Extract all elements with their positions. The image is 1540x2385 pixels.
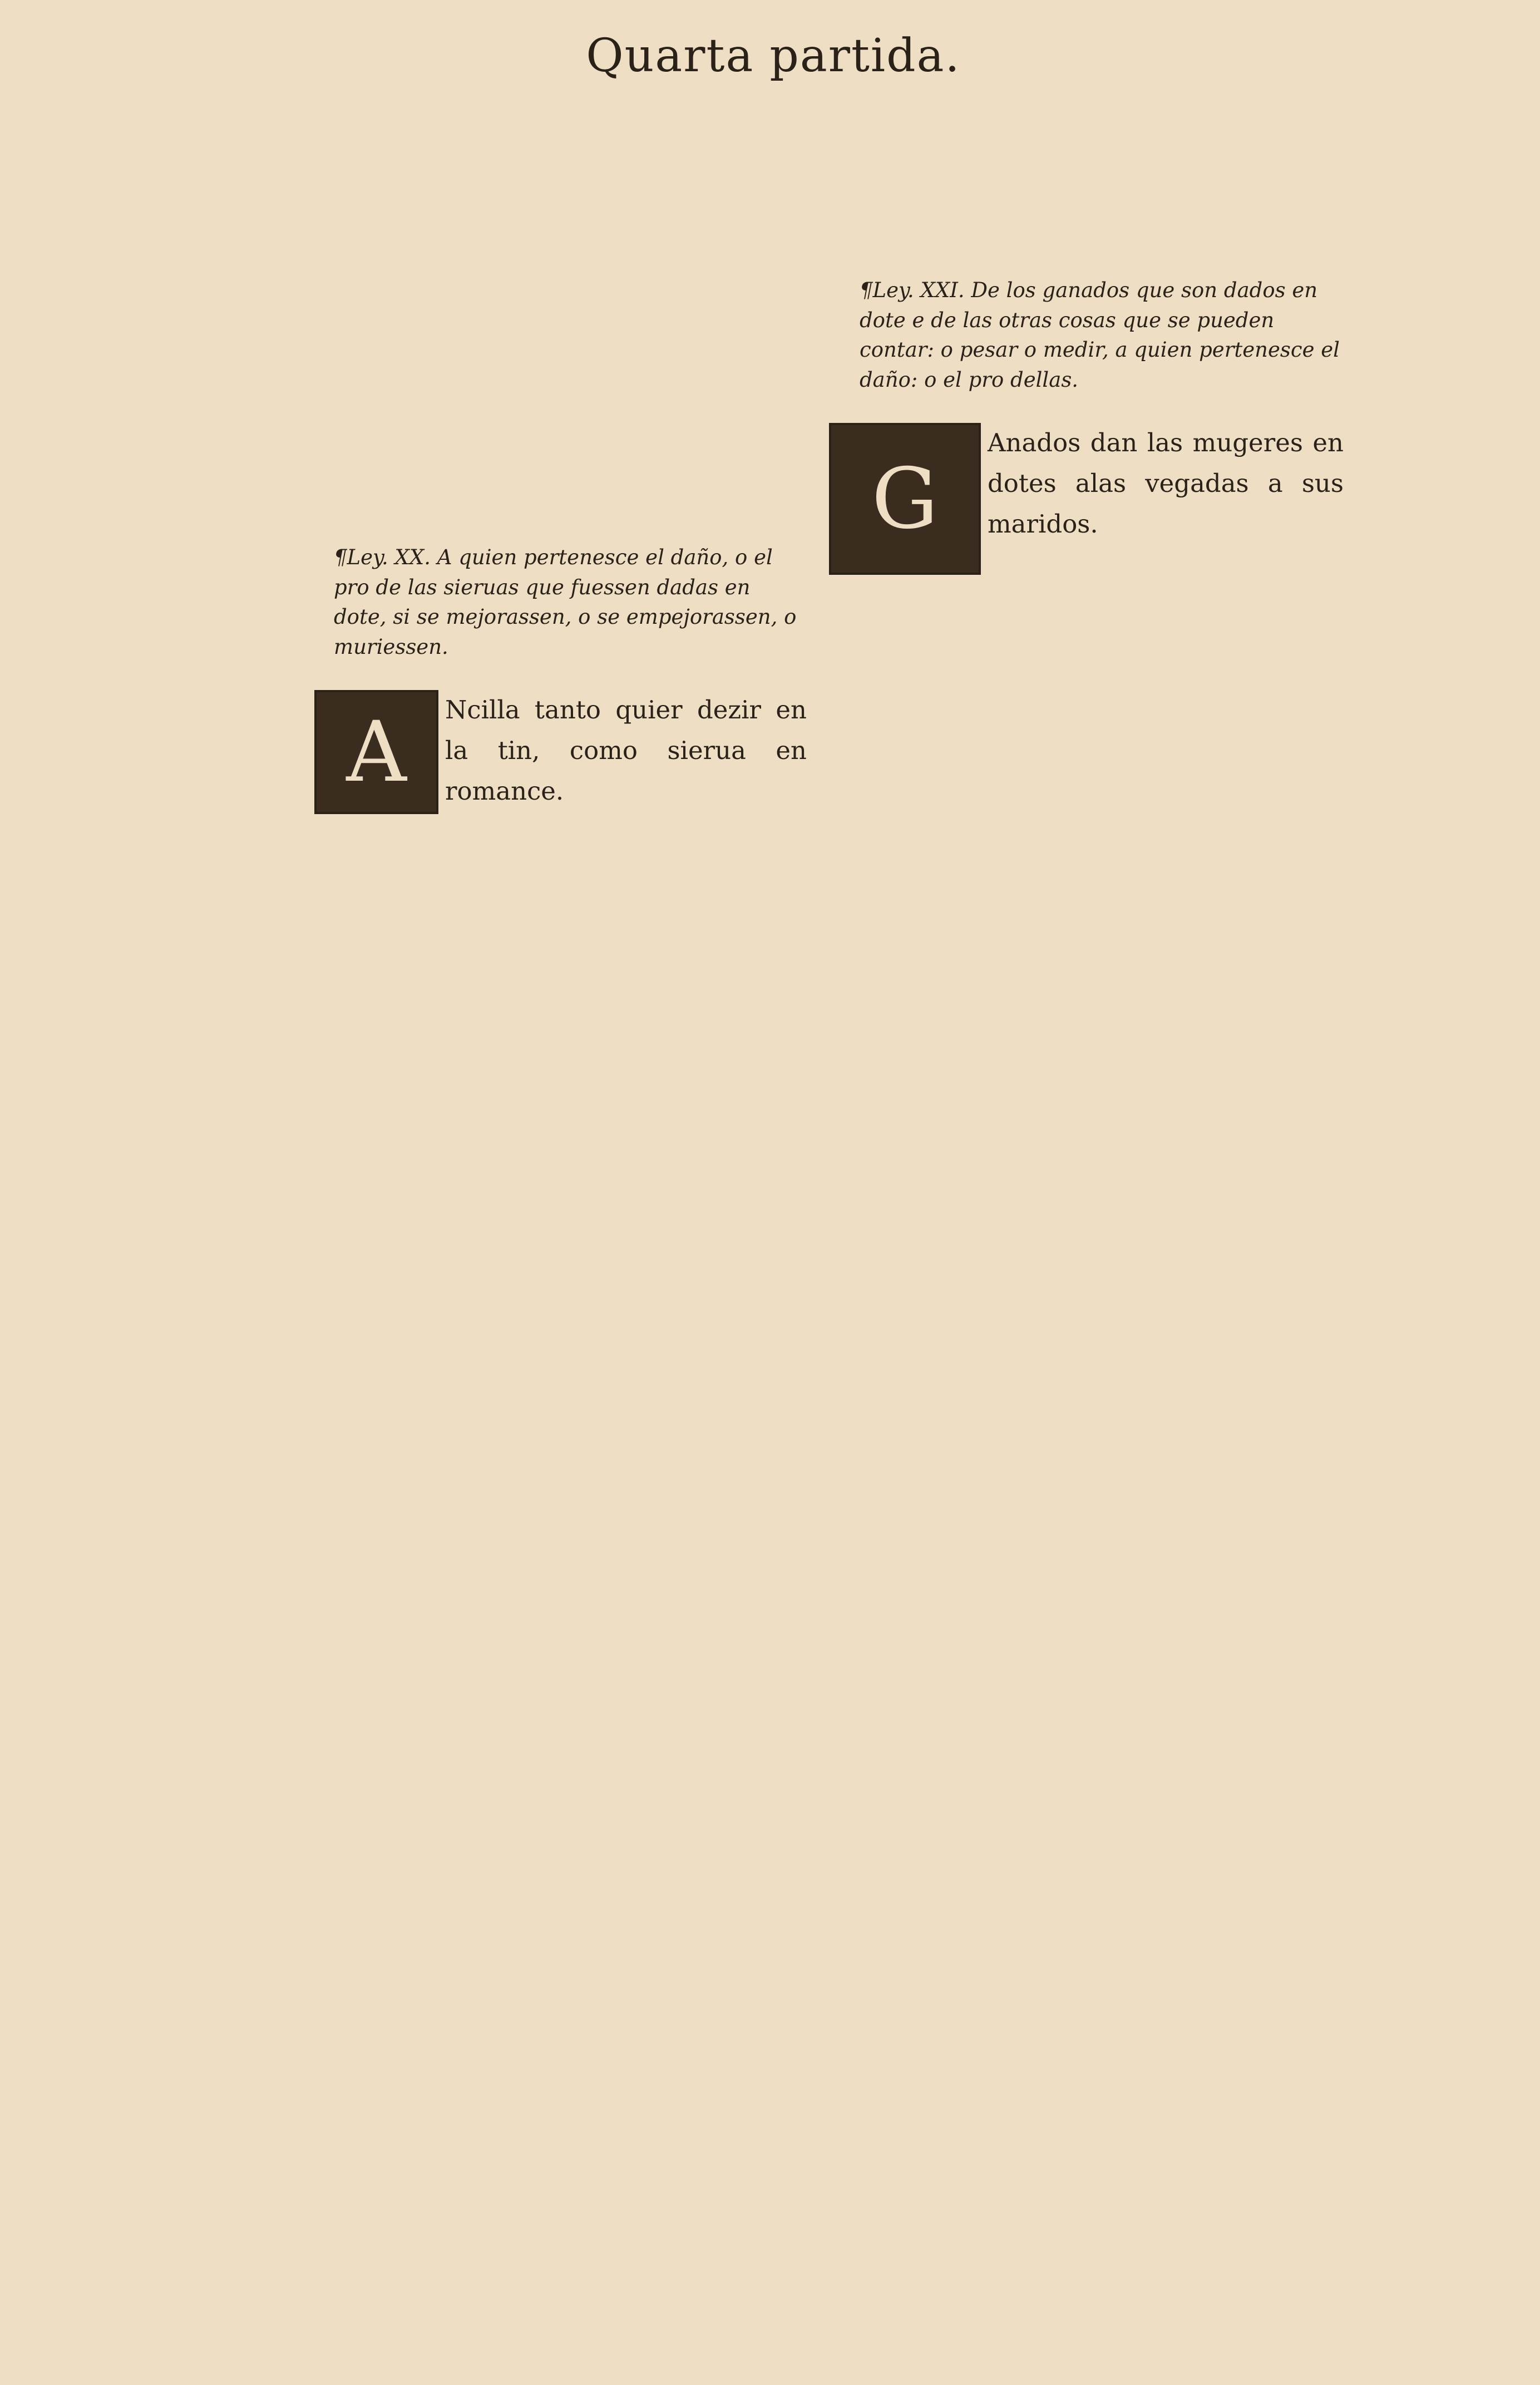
law-20-title: ¶Ley. XX. A quien pertenesce el daño, o el pro de las sieruas que fuessen dadas en dote, si se mejorassen, o se empejorassen, o muriessen. bbox=[334, 545, 797, 659]
bottom-gloss-right bbox=[823, 1719, 1508, 2332]
law-20-initial: A bbox=[314, 690, 438, 814]
bottom-gloss-left bbox=[122, 1719, 807, 2332]
right-margin-gloss bbox=[1366, 264, 1502, 1739]
law-21-title: ¶Ley. XXI. De los ganados que son dados en dote e de las otras cosas que se pueden contar: o pesar o medir, a quien pertenesce el daño: o el pro dellas. bbox=[860, 278, 1340, 392]
main-text-continuation bbox=[314, 267, 815, 512]
law-21-opening: Anados dan las mugeres en dotes alas vegadas a sus maridos. bbox=[988, 428, 1344, 539]
top-gloss bbox=[155, 97, 1479, 281]
law-21-initial: G bbox=[829, 423, 981, 575]
page-heading: Quarta partida. bbox=[586, 29, 961, 82]
left-margin-gloss bbox=[155, 281, 299, 1739]
law-20-opening: Ncilla tanto quier dezir en la tin, como sierua en romance. bbox=[445, 695, 807, 806]
